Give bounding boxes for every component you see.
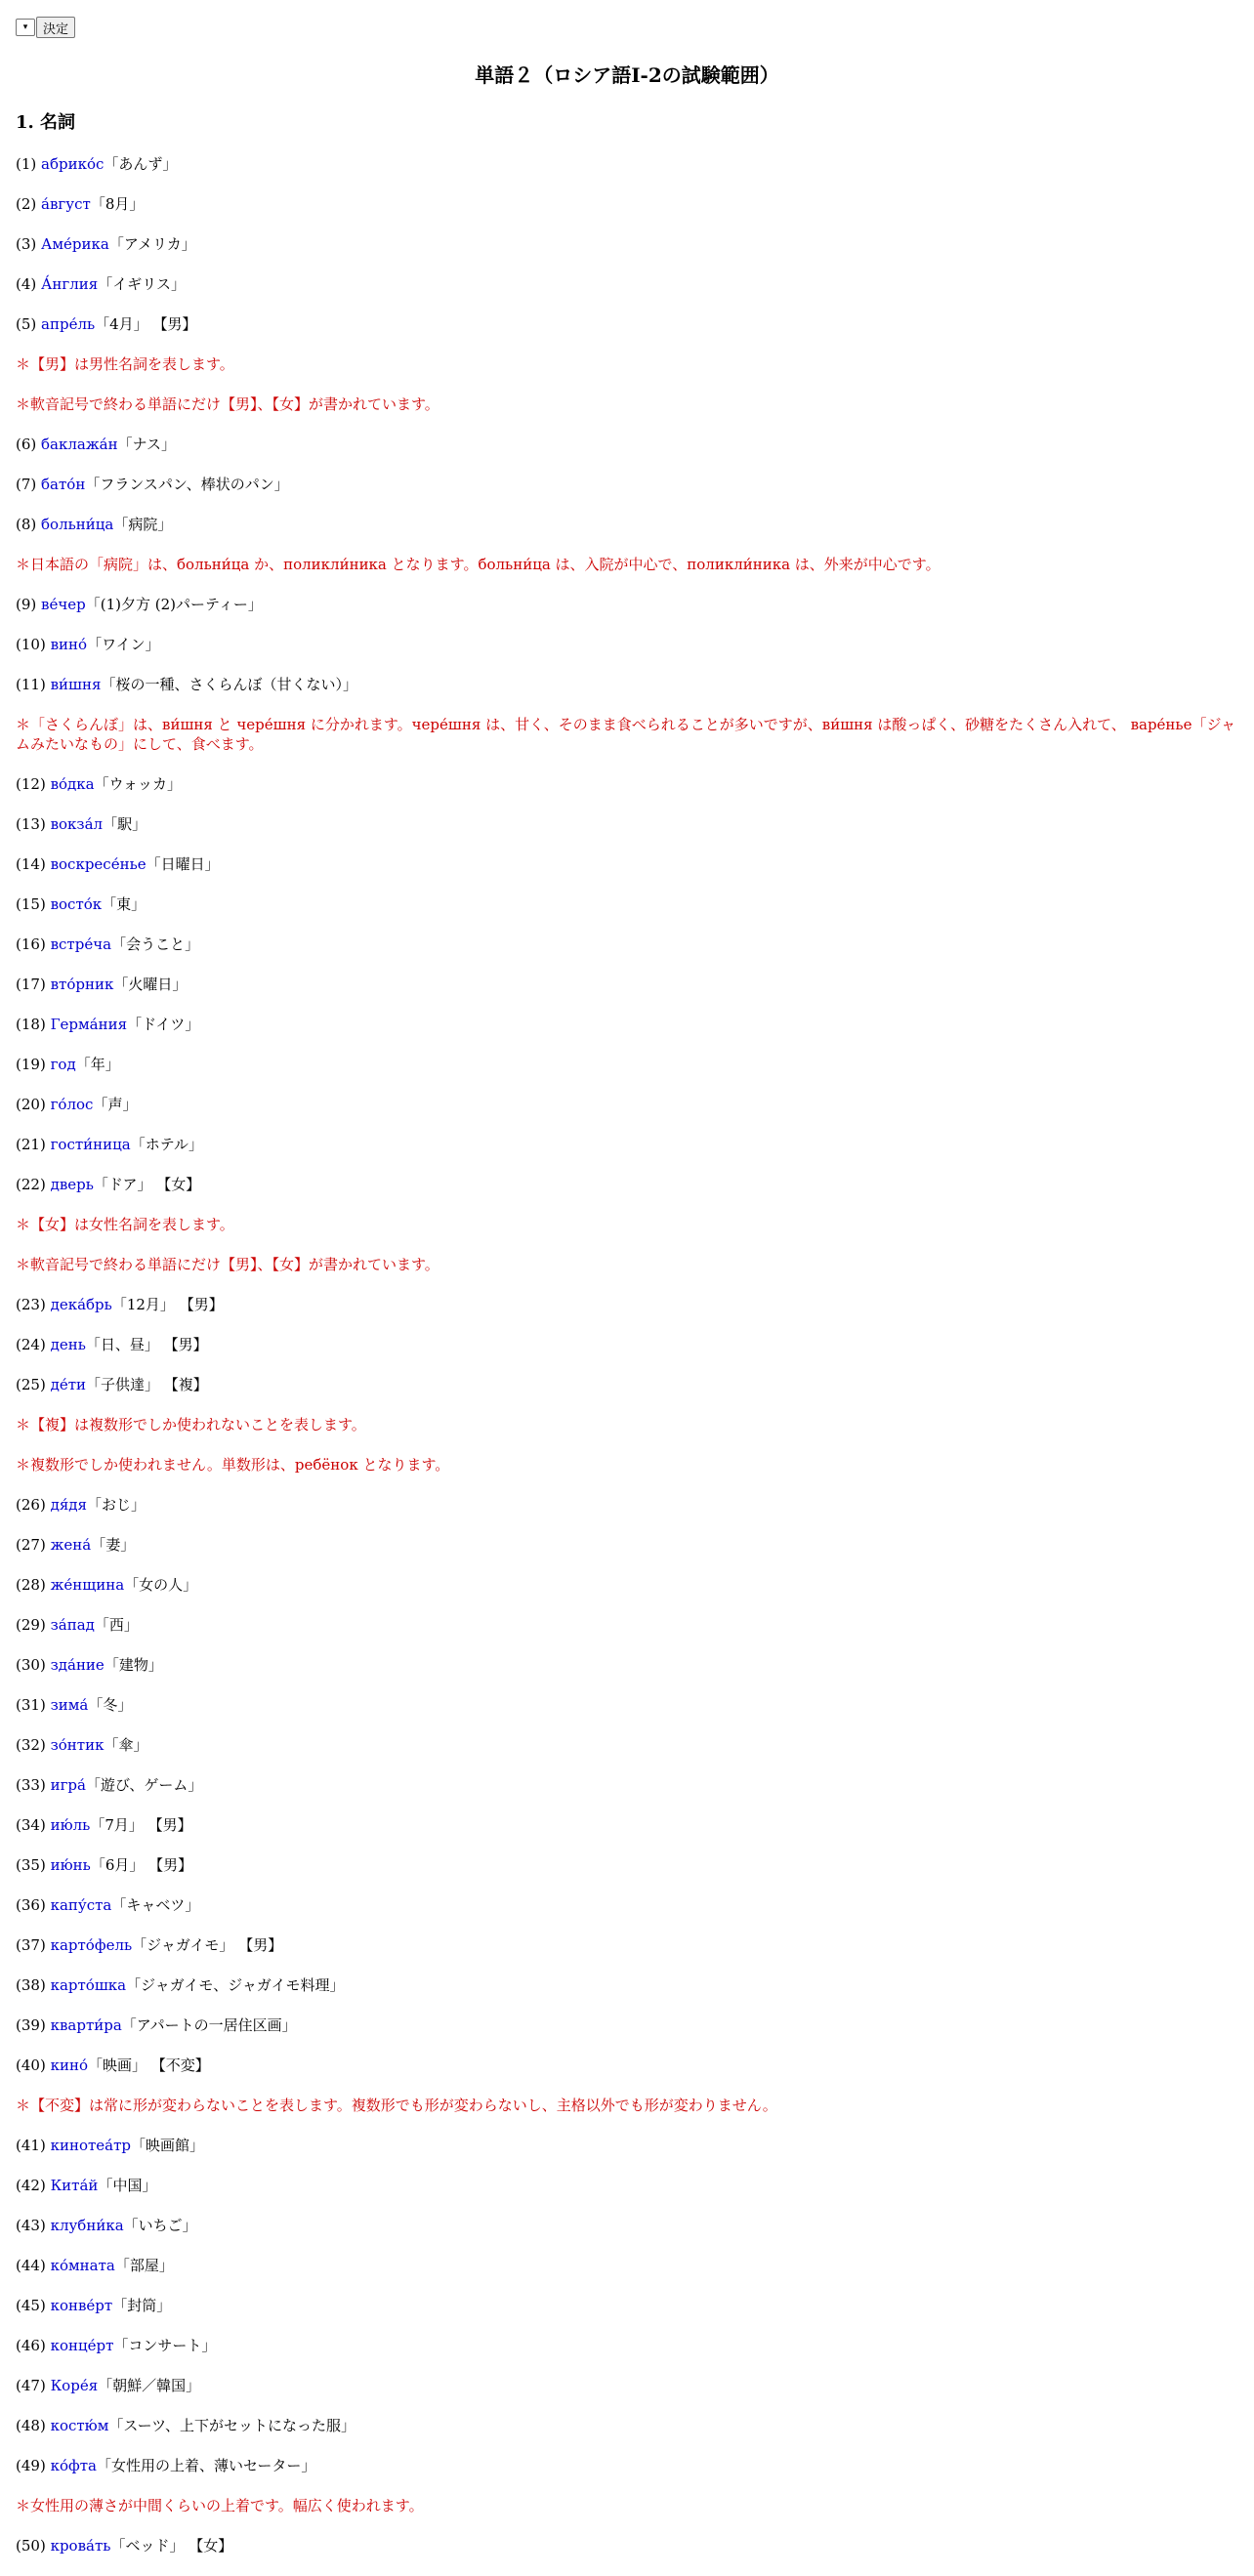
russian-word: Кита́й: [50, 2177, 99, 2194]
russian-word: конве́рт: [50, 2297, 113, 2314]
list-item: [16, 1055, 1238, 1074]
submit-button[interactable]: 決定: [36, 17, 75, 38]
gender-tag: 【女】: [188, 2537, 233, 2555]
japanese-meaning: 「ウォッカ」: [94, 775, 183, 793]
japanese-meaning: 「映画館」: [131, 2137, 205, 2154]
entry-number: (35): [16, 1856, 46, 1874]
entry-number: (26): [16, 1496, 46, 1514]
entry-number: (41): [16, 2137, 46, 2154]
russian-word: зо́нтик: [50, 1736, 104, 1754]
note-line: ＊軟音記号で終わる単語にだけ【男】、【女】が書かれています。: [16, 395, 439, 413]
entry-number: (7): [16, 476, 37, 493]
list-item: [16, 1295, 1238, 1314]
russian-word: вто́рник: [50, 976, 114, 993]
japanese-meaning: 「病院」: [113, 516, 173, 533]
japanese-meaning: 「冬」: [88, 1696, 133, 1714]
japanese-meaning: 「声」: [93, 1096, 138, 1113]
japanese-meaning: 「会うこと」: [111, 935, 200, 953]
entry-number: (4): [16, 275, 37, 293]
entry-number: (3): [16, 235, 37, 253]
russian-word: клубни́ка: [50, 2217, 124, 2234]
list-item: [16, 1175, 1238, 1194]
japanese-meaning: 「女性用の上着、薄いセーター」: [96, 2457, 316, 2474]
entry-number: (25): [16, 1376, 46, 1393]
entry-number: (45): [16, 2297, 46, 2314]
russian-word: дверь: [50, 1176, 94, 1193]
russian-word: Коре́я: [50, 2377, 99, 2394]
russian-word: капу́ста: [50, 1896, 112, 1914]
note-line: ＊日本語の「病院」は、больни́ца か、поликли́ника となります。больни́ца は、入院が中心で、поликли́ника は、外来が中心です。: [16, 556, 940, 573]
japanese-meaning: 「7月」: [90, 1816, 144, 1834]
list-item: [16, 1895, 1238, 1915]
list-item: [16, 2376, 1238, 2395]
entry-number: (44): [16, 2257, 46, 2274]
russian-word: ве́чер: [41, 596, 86, 613]
entry-number: (8): [16, 516, 37, 533]
list-item: [16, 894, 1238, 914]
list-item: [16, 1015, 1238, 1034]
gender-tag: 【男】: [179, 1296, 224, 1313]
list-item: [16, 1095, 1238, 1114]
russian-word: ко́мната: [50, 2257, 115, 2274]
entry-number: (16): [16, 935, 46, 953]
entry-number: (39): [16, 2016, 46, 2034]
entry-number: (9): [16, 596, 37, 613]
list-item: [16, 935, 1238, 954]
gender-tag: 【複】: [163, 1376, 208, 1393]
entry-number: (24): [16, 1336, 46, 1353]
gender-tag: 【男】: [147, 1816, 192, 1834]
entry-number: (23): [16, 1296, 46, 1313]
russian-word: восто́к: [50, 895, 103, 913]
list-item: [16, 515, 1238, 534]
russian-word: ию́ль: [50, 1816, 91, 1834]
japanese-meaning: 「子供達」: [86, 1376, 160, 1393]
russian-word: воскресе́нье: [50, 855, 146, 873]
entry-number: (33): [16, 1776, 46, 1794]
japanese-meaning: 「ワイン」: [87, 636, 160, 653]
russian-word: кинотеа́тр: [50, 2137, 131, 2154]
entry-number: (2): [16, 195, 37, 213]
list-item: [16, 1855, 1238, 1875]
japanese-meaning: 「朝鮮／韓国」: [98, 2377, 201, 2394]
entry-number: (29): [16, 1616, 46, 1634]
list-item: [16, 435, 1238, 454]
entry-number: (38): [16, 1976, 46, 1994]
russian-word: бато́н: [41, 476, 86, 493]
list-item: [16, 1695, 1238, 1715]
list-item: [16, 274, 1238, 294]
russian-word: апре́ль: [41, 315, 96, 333]
list-item: [16, 154, 1238, 174]
japanese-meaning: 「女の人」: [124, 1576, 198, 1594]
range-select[interactable]: [16, 19, 35, 36]
japanese-meaning: 「日曜日」: [146, 855, 220, 873]
japanese-meaning: 「映画」: [87, 2057, 146, 2074]
japanese-meaning: 「ジャガイモ」: [132, 1936, 234, 1954]
japanese-meaning: 「年」: [75, 1056, 120, 1073]
entry-number: (6): [16, 436, 37, 453]
gender-tag: 【男】: [238, 1936, 283, 1954]
entry-number: (49): [16, 2457, 46, 2474]
list-item: [16, 2015, 1238, 2035]
russian-word: вокза́л: [50, 815, 104, 833]
russian-word: зда́ние: [50, 1656, 104, 1674]
russian-word: кварти́ра: [50, 2016, 122, 2034]
note-line: ＊【女】は女性名詞を表します。: [16, 1216, 234, 1233]
japanese-meaning: 「(1)夕方 (2)パーティー」: [85, 596, 263, 613]
russian-word: го́лос: [50, 1096, 94, 1113]
list-item: [16, 2136, 1238, 2155]
russian-word: игра́: [50, 1776, 86, 1794]
entry-number: (27): [16, 1536, 46, 1554]
note-line: ＊【複】は複数形でしか使われないことを表します。: [16, 1416, 366, 1433]
vocabulary-list: [16, 154, 1238, 2576]
russian-word: дека́брь: [50, 1296, 112, 1313]
list-item: [16, 2216, 1238, 2235]
japanese-meaning: 「妻」: [91, 1536, 136, 1554]
gender-tag: 【女】: [156, 1176, 201, 1193]
gender-tag: 【男】: [148, 1856, 193, 1874]
japanese-meaning: 「日、昼」: [85, 1336, 159, 1353]
list-item: [16, 1135, 1238, 1154]
japanese-meaning: 「キャベツ」: [111, 1896, 200, 1914]
entry-number: (32): [16, 1736, 46, 1754]
japanese-meaning: 「ジャガイモ、ジャガイモ料理」: [126, 1976, 345, 1994]
russian-word: карто́фель: [50, 1936, 133, 1954]
japanese-meaning: 「アメリカ」: [108, 235, 196, 253]
note-line: ＊「さくらんぼ」は、ви́шня と чере́шня に分かれます。чере́шня は、甘く、そのまま食べられることが多いですが、ви́шня は酸っぱく、砂糖をたくさん入れて、 варе́нье「ジャムみたいなもの」にして、食べます。: [16, 716, 1236, 753]
list-item: [16, 1935, 1238, 1955]
russian-word: же́нщина: [50, 1576, 125, 1594]
entry-number: (13): [16, 815, 46, 833]
gender-tag: 【男】: [152, 315, 197, 333]
note-line: ＊複数形でしか使われません。単数形は、ребёнок となります。: [16, 1456, 450, 1474]
russian-word: жена́: [50, 1536, 92, 1554]
japanese-meaning: 「フランスパン、棒状のパン」: [85, 476, 289, 493]
list-item: [16, 1655, 1238, 1675]
list-item: [16, 2336, 1238, 2355]
entry-number: (36): [16, 1896, 46, 1914]
entry-number: (18): [16, 1016, 46, 1033]
list-item: [16, 1495, 1238, 1515]
russian-word: де́ти: [50, 1376, 86, 1393]
japanese-meaning: 「イギリス」: [98, 275, 186, 293]
japanese-meaning: 「傘」: [104, 1736, 148, 1754]
list-item: [16, 2296, 1238, 2315]
russian-word: гости́ница: [50, 1136, 131, 1153]
note-line: ＊【不変】は常に形が変わらないことを表します。複数形でも形が変わらないし、主格以外でも形が変わりません。: [16, 2097, 777, 2114]
list-item: [16, 2176, 1238, 2195]
list-item: [16, 814, 1238, 834]
japanese-meaning: 「火曜日」: [113, 976, 188, 993]
list-item: [16, 2416, 1238, 2435]
entry-number: (22): [16, 1176, 46, 1193]
japanese-meaning: 「部屋」: [114, 2257, 174, 2274]
list-item: [16, 194, 1238, 214]
russian-word: А́нглия: [41, 275, 99, 293]
entry-number: (34): [16, 1816, 46, 1834]
entry-number: (31): [16, 1696, 46, 1714]
entry-number: (21): [16, 1136, 46, 1153]
list-item: [16, 1775, 1238, 1795]
japanese-meaning: 「アパートの一居住区画」: [121, 2016, 297, 2034]
list-item: [16, 2536, 1238, 2555]
japanese-meaning: 「駅」: [103, 815, 147, 833]
russian-word: ко́фта: [50, 2457, 97, 2474]
japanese-meaning: 「建物」: [104, 1656, 163, 1674]
list-item: [16, 635, 1238, 654]
japanese-meaning: 「ドア」: [93, 1176, 152, 1193]
japanese-meaning: 「6月」: [90, 1856, 145, 1874]
gender-tag: 【男】: [163, 1336, 208, 1353]
list-item: [16, 1535, 1238, 1555]
entry-number: (17): [16, 976, 46, 993]
japanese-meaning: 「スーツ、上下がセットになった服」: [108, 2417, 356, 2434]
list-item: [16, 314, 1238, 334]
entry-number: (12): [16, 775, 46, 793]
entry-number: (50): [16, 2537, 46, 2555]
japanese-meaning: 「東」: [102, 895, 146, 913]
japanese-meaning: 「8月」: [90, 195, 145, 213]
page-title: 単語２（ロシア語I-2の試験範囲）: [475, 63, 779, 87]
russian-word: абрико́с: [41, 155, 104, 173]
russian-word: баклажа́н: [41, 436, 118, 453]
entry-number: (11): [16, 676, 46, 693]
list-item: [16, 1975, 1238, 1995]
japanese-meaning: 「コンサート」: [113, 2337, 217, 2354]
japanese-meaning: 「ホテル」: [130, 1136, 204, 1153]
russian-word: крова́ть: [50, 2537, 111, 2555]
entry-number: (46): [16, 2337, 46, 2354]
entry-number: (14): [16, 855, 46, 873]
russian-word: ию́нь: [50, 1856, 91, 1874]
russian-word: встре́ча: [50, 935, 112, 953]
russian-word: карто́шка: [50, 1976, 127, 1994]
note-line: ＊女性用の薄さが中間くらいの上着です。幅広く使われます。: [16, 2497, 424, 2514]
entry-number: (30): [16, 1656, 46, 1674]
russian-word: вино́: [50, 636, 88, 653]
list-item: [16, 854, 1238, 874]
gender-tag: 【不変】: [150, 2057, 210, 2074]
japanese-meaning: 「中国」: [98, 2177, 157, 2194]
list-item: [16, 975, 1238, 994]
note-line: ＊軟音記号で終わる単語にだけ【男】、【女】が書かれています。: [16, 1256, 439, 1273]
russian-word: дя́дя: [50, 1496, 87, 1514]
entry-number: (19): [16, 1056, 46, 1073]
list-item: [16, 595, 1238, 614]
japanese-meaning: 「遊び、ゲーム」: [85, 1776, 203, 1794]
list-item: [16, 2256, 1238, 2275]
russian-word: год: [50, 1056, 76, 1073]
russian-word: во́дка: [50, 775, 95, 793]
japanese-meaning: 「封筒」: [112, 2297, 172, 2314]
russian-word: кино́: [50, 2057, 88, 2074]
japanese-meaning: 「ナス」: [117, 436, 176, 453]
russian-word: зима́: [50, 1696, 89, 1714]
list-item: [16, 1375, 1238, 1394]
japanese-meaning: 「おじ」: [86, 1496, 146, 1514]
japanese-meaning: 「ベッド」: [110, 2537, 185, 2555]
russian-word: Аме́рика: [41, 235, 109, 253]
russian-word: ви́шня: [50, 676, 102, 693]
entry-number: (43): [16, 2217, 46, 2234]
section-heading: 1. 名詞: [16, 112, 76, 133]
russian-word: за́пад: [50, 1616, 95, 1634]
japanese-meaning: 「あんず」: [104, 155, 178, 173]
russian-word: костю́м: [50, 2417, 109, 2434]
japanese-meaning: 「いちご」: [123, 2217, 197, 2234]
list-item: [16, 2456, 1238, 2475]
entry-number: (37): [16, 1936, 46, 1954]
list-item: [16, 774, 1238, 794]
list-item: [16, 475, 1238, 494]
list-item: [16, 1815, 1238, 1835]
japanese-meaning: 「桜の一種、さくらんぼ（甘くない）」: [101, 676, 357, 693]
entry-number: (20): [16, 1096, 46, 1113]
russian-word: день: [50, 1336, 86, 1353]
entry-number: (5): [16, 315, 37, 333]
toolbar: [16, 17, 75, 38]
japanese-meaning: 「4月」: [95, 315, 148, 333]
japanese-meaning: 「12月」: [111, 1296, 175, 1313]
entry-number: (15): [16, 895, 46, 913]
russian-word: Герма́ния: [50, 1016, 128, 1033]
entry-number: (47): [16, 2377, 46, 2394]
japanese-meaning: 「ドイツ」: [127, 1016, 200, 1033]
list-item: [16, 2056, 1238, 2075]
list-item: [16, 675, 1238, 694]
list-item: [16, 1575, 1238, 1595]
list-item: [16, 234, 1238, 254]
russian-word: конце́рт: [50, 2337, 114, 2354]
chevron-down-icon: ▾: [22, 22, 28, 32]
note-line: ＊【男】は男性名詞を表します。: [16, 355, 234, 373]
entry-number: (10): [16, 636, 46, 653]
russian-word: больни́ца: [41, 516, 114, 533]
entry-number: (42): [16, 2177, 46, 2194]
japanese-meaning: 「西」: [94, 1616, 139, 1634]
list-item: [16, 1335, 1238, 1354]
list-item: [16, 1735, 1238, 1755]
entry-number: (40): [16, 2057, 46, 2074]
entry-number: (28): [16, 1576, 46, 1594]
entry-number: (1): [16, 155, 37, 173]
russian-word: а́вгуст: [41, 195, 91, 213]
entry-number: (48): [16, 2417, 46, 2434]
list-item: [16, 1615, 1238, 1635]
